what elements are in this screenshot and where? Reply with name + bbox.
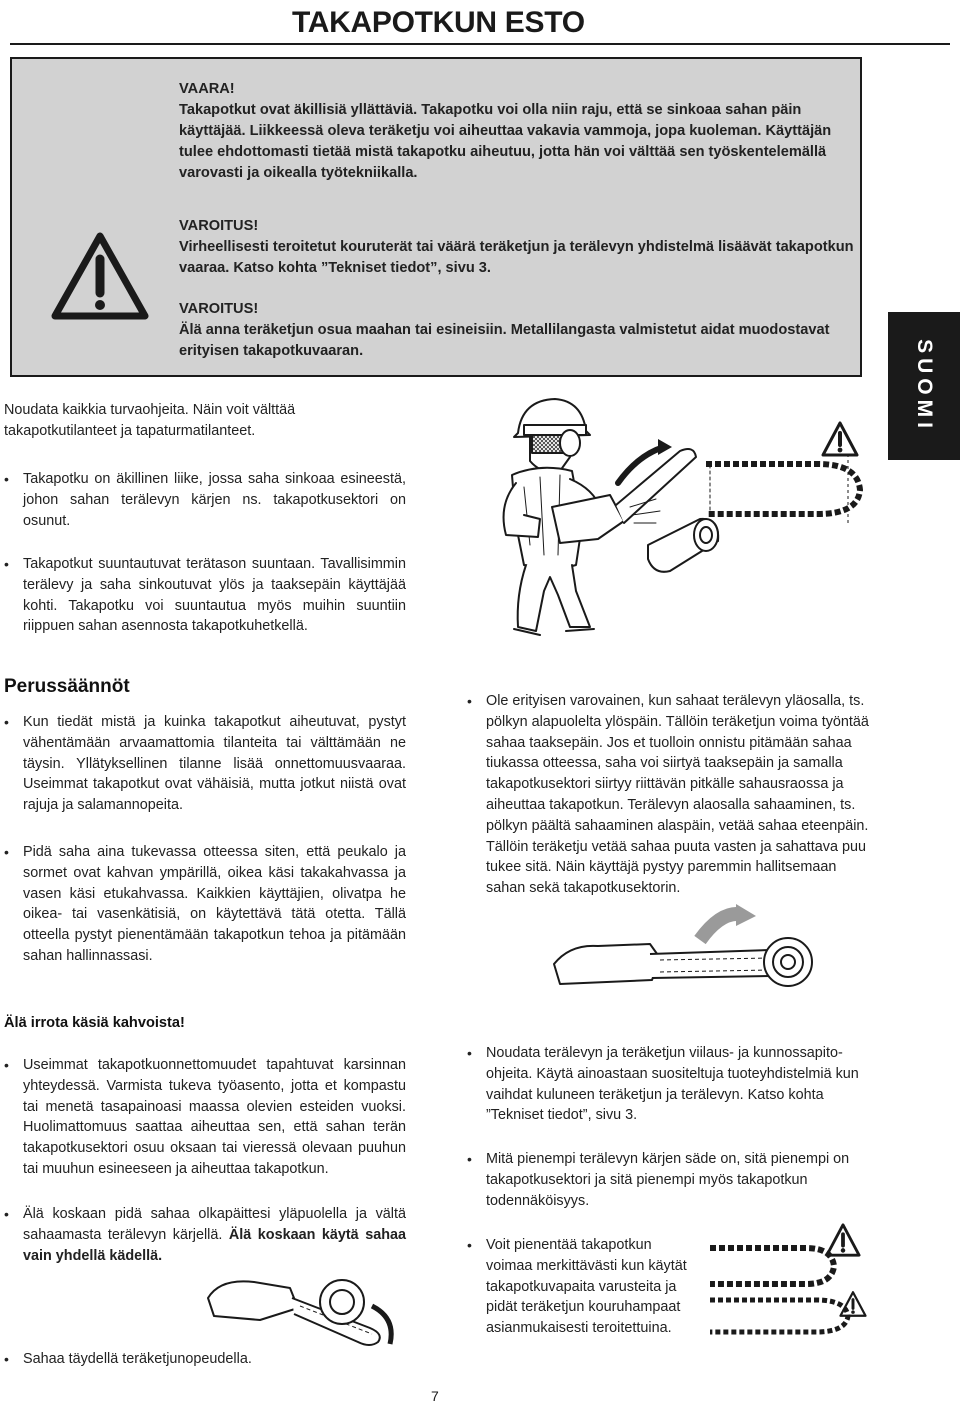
language-tab-label: SUOMI: [913, 339, 936, 433]
danger-text: Takapotkut ovat äkillisiä yllättäviä. Takapotku voi olla niin raju, että se sinkoaa sahan päin käyttäjää. Liikkeessä oleva teräketju voi aiheuttaa vakavia vammoja, jopa kuoleman. Käyttäjän tulee ehdottomasti tietää mistä takapotku aiheutuu, jotta hän voi välttää sen työskentelemällä varovasti ja oikealla työtekniikalla.: [179, 102, 832, 181]
language-tab: [888, 312, 960, 460]
list-item: [467, 1149, 878, 1211]
list-item-text: Sahaa täydellä teräketjunopeudella.: [23, 1351, 252, 1367]
list-item-text: Älä koskaan pidä sahaa olkapäittesi yläpuolella ja vältä sahaamasta terälevyn kärjellä.: [23, 1206, 406, 1243]
list-item: [467, 691, 878, 899]
list-item: [4, 1204, 406, 1266]
page-title: TAKAPOTKUN ESTO: [292, 6, 585, 39]
chainsaw-operator-illustration: [420, 395, 740, 645]
list-item-text: Takapotkut suuntautuvat terätason suuntaan. Tavallisimmin terälevy ja saha sinkoutuvat ylös ja taaksepäin käyttäjää kohti. Takapotku voi suuntautua myös muihin suuntiin riippuen sahan asennosta takapotkuhetkellä.: [23, 556, 406, 635]
page-number: 7: [431, 1388, 439, 1401]
danger-notice: [179, 79, 869, 184]
list-item-text: Takapotku on äkillinen liike, jossa saha sinkoaa esineestä, johon sahan terälevyn kärjen ns. takapotkusektori on osunut.: [23, 471, 406, 529]
warning-notice-1: [179, 216, 869, 279]
list-item-text: Mitä pienempi terälevyn kärjen säde on, sitä pienempi on takapotkusektori ja sitä pienempi myös takapotkun todennäköisyys.: [486, 1151, 850, 1209]
list-item-text: Noudata terälevyn ja teräketjun viilaus- ja kunnossapito-ohjeita. Käytä ainoastaan suositeltuja tuoteyhdistelmiä kun vaihdat kuluneen teräketjun ja terälevyn. Katso kohta ”Tekniset tiedot”, sivu 3.: [486, 1045, 859, 1124]
list-item-text: Pidä saha aina tukevassa otteessa siten, että peukalo ja sormet ovat kahvan ympärillä, oikea käsi takakahvassa ja vasen käsi etukahvassa. Kaikkien käyttäjien, olivatpa he oikea- tai vasenkätisiä, on käytettävä tätä otetta. Tällä otteella pystyt pienentämään takapotkun tehoa ja pitämään sahan hallinnassasi.: [23, 844, 406, 964]
warning-1-heading: VAROITUS!: [179, 218, 259, 234]
section-heading: Perussäännöt: [4, 676, 130, 697]
bullet-icon: •: [4, 1057, 9, 1073]
bullet-icon: •: [467, 1151, 472, 1167]
saw-chain-illustration: [706, 1232, 866, 1342]
chainsaw-illustration: [200, 1268, 410, 1353]
warning-triangle-icon: [50, 231, 150, 321]
list-item: [4, 712, 406, 816]
danger-heading: VAARA!: [179, 81, 235, 97]
list-item-text: Ole erityisen varovainen, kun sahaat terälevyn yläosalla, ts. pölkyn alapuolelta ylöspäin. Tällöin teräketjun voima työntää sahaa taaksepäin. Jos et tuolloin onnistu pitämään sahaa tiukassa otteessa, saha voi siirtyä taaksepäin ja samalla takapotkusektori siirtyy riittävän pitkälle sahausraossa ja aiheuttaa takapotkun. Terälevyn alaosalla sahaaminen, ts. pölkyn päältä sahaaminen alaspäin, vetää sahaa eteenpäin. Tällöin teräketju vetää sahaa puuta vasten ja sahattava puu tukee sitä. Näin käyttäjä pystyy paremmin hallitsemaan sahan sekä takapotkusektorin.: [486, 693, 869, 897]
section-heading: Älä irrota käsiä kahvoista!: [4, 1015, 185, 1031]
bullet-icon: •: [467, 693, 472, 709]
bullet-icon: •: [4, 556, 9, 572]
list-item-text: Kun tiedät mistä ja kuinka takapotkut aiheutuvat, pystyt vähentämään arvaamattomia tilanteita tai välttämään ne täysin. Yllätyksellinen tilanne lisää onnettomuusvaaraa. Useimmat takapotkut ovat vähäisiä, mutta jotkut niistä ovat rajuja ja salamannopeita.: [23, 714, 406, 814]
chainsaw-cutting-log-illustration: [540, 900, 870, 1000]
list-item-text: Useimmat takapotkuonnettomuudet tapahtuvat karsinnan yhteydessä. Varmista tukeva työasento, jotta et kompastu tai menetä tasapainoasi maassa olevien esteiden vuoksi. Huolimattomuus saattaa aiheuttaa sen, että sahan terän takapotkusektori osuu oksaan tai vieressä olevaan puuhun tai muuhun esineeseen ja aiheuttaa takapotkun.: [23, 1057, 406, 1177]
bullet-icon: •: [4, 471, 9, 487]
title-divider: [10, 43, 950, 45]
list-item: [4, 469, 406, 531]
warning-2-text: Älä anna teräketjun osua maahan tai esineisiin. Metallilangasta valmistetut aidat muodostavat erityisen takapotkuvaaran.: [179, 322, 830, 359]
saw-chain-illustration: [698, 452, 883, 527]
intro-text: Noudata kaikkia turvaohjeita. Näin voit välttää takapotkutilanteet ja tapaturmatilanteet.: [4, 402, 296, 439]
list-item-text: Voit pienentää takapotkun voimaa merkittävästi kun käytät takapotkuvapaita varusteita ja pidät teräketjun kouruhampaat asianmukaisesti teroitettuina.: [486, 1237, 687, 1337]
bullet-icon: •: [4, 1206, 9, 1222]
list-item: [467, 1235, 691, 1339]
bullet-icon: •: [467, 1045, 472, 1061]
list-item-bold-text: Älä koskaan käytä sahaa vain yhdellä kädellä.: [23, 1226, 406, 1264]
warning-2-heading: VAROITUS!: [179, 301, 259, 317]
list-item: [467, 1043, 878, 1126]
list-item: [4, 1349, 406, 1370]
bullet-icon: •: [4, 1351, 9, 1367]
bullet-icon: •: [467, 1237, 472, 1253]
warning-notice-2: [179, 299, 869, 362]
bullet-icon: •: [4, 844, 9, 860]
list-item: [4, 554, 406, 637]
list-item: [4, 842, 406, 967]
warning-box: [10, 57, 862, 377]
bullet-icon: •: [4, 714, 9, 730]
list-item: [4, 1055, 406, 1180]
warning-1-text: Virheellisesti teroitetut kouruterät tai väärä teräketjun ja terälevyn yhdistelmä lisäävät takapotkun vaaraa. Katso kohta ”Tekniset tiedot”, sivu 3.: [179, 239, 854, 276]
